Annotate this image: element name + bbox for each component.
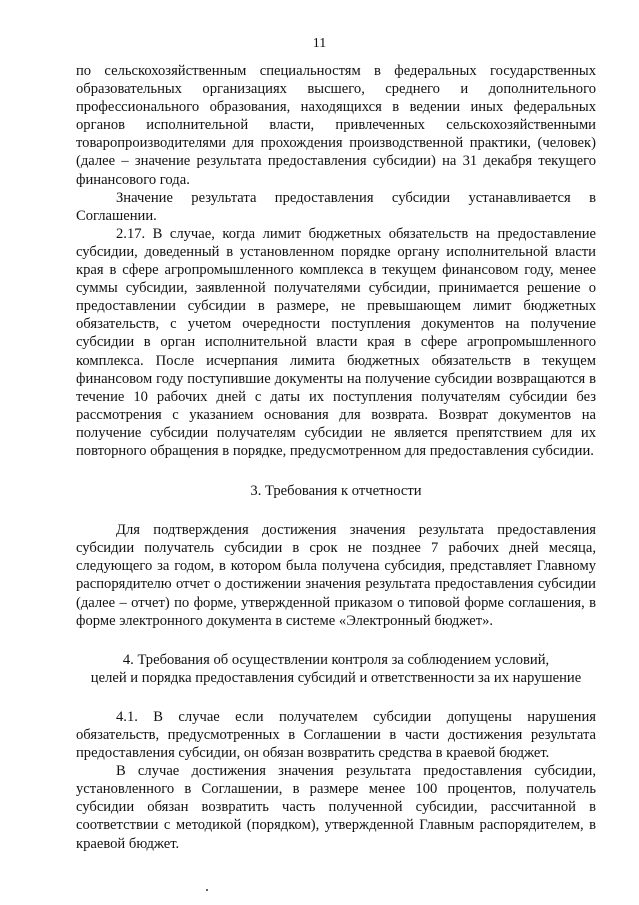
paragraph-partial-return: В случае достижения значения результата предоставления субсидии, установленного в Соглашении, в размере менее 100 процентов, получатель субсидии обязан возвратить часть полученной субсидии, рассчитанной в соответствии с методикой (порядком), утвержденной Главным распорядителем, в краевой бюджет. (76, 763, 596, 852)
paragraph-continuation: по сельскохозяйственным специальностям в федеральных государственных образовательных организациях высшего, среднего и дополнительного профессионального образования, находящихся в ведении иных федеральных органов исполнительной власти, привлеченных сельскохозяйственными товаропроизводителями для прохождения производственной практики, (человек) (далее – значение результата предоставления субсидии) на 31 декабря текущего финансового года. (76, 63, 596, 188)
paragraph-result-value: Значение результата предоставления субсидии устанавливается в Соглашении. (76, 189, 596, 224)
section-4-heading (76, 651, 596, 687)
section-4-heading-line-1: 4. Требования об осуществлении контроля за соблюдением условий, (122, 651, 550, 668)
page-number: 11 (312, 36, 327, 51)
section-3-heading: 3. Требования к отчетности (250, 483, 422, 500)
paragraph-2-17: 2.17. В случае, когда лимит бюджетных обязательств на предоставление субсидии, доведенный в установленном порядке органу исполнительной власти края в сфере агропромышленного комплекса в текущем финансовом году, менее суммы субсидии, заявленной получателями субсидии, принимается решение о предоставлении субсидии в размере, не превышающем лимит бюджетных обязательств, с учетом очередности поступления документов на получение субсидии в орган исполнительной власти края в сфере агропромышленного комплекса. После исчерпания лимита бюджетных обязательств в текущем финансовом году поступившие документы на получение субсидии возвращаются в течение 10 рабочих дней с даты их поступления получателям субсидии без рассмотрения с указанием основания для возврата. Возврат документов на получение субсидии получателям субсидии не является препятствием для их повторного обращения в порядке, предусмотренном для предоставления субсидии. (76, 225, 596, 459)
paragraph-reporting: Для подтверждения достижения значения результата предоставления субсидии получатель субсидии в срок не позднее 7 рабочих дней месяца, следующего за годом, в котором была получена субсидия, представляет Главному распорядителю отчет о достижении значения результата предоставления субсидии (далее – отчет) по форме, утвержденной приказом о типовой форме соглашения, в форме электронного документа в системе «Электронный бюджет». (76, 522, 596, 629)
scan-dot-mark (206, 889, 208, 891)
section-4-heading-line-2: целей и порядка предоставления субсидий и ответственности за их нарушение (90, 669, 582, 686)
paragraph-4-1: 4.1. В случае если получателем субсидии допущены нарушения обязательств, предусмотренных в Соглашении в части достижения результата предоставления субсидии, он обязан возвратить средства в краевой бюджет. (76, 708, 596, 762)
document-body (76, 62, 596, 853)
